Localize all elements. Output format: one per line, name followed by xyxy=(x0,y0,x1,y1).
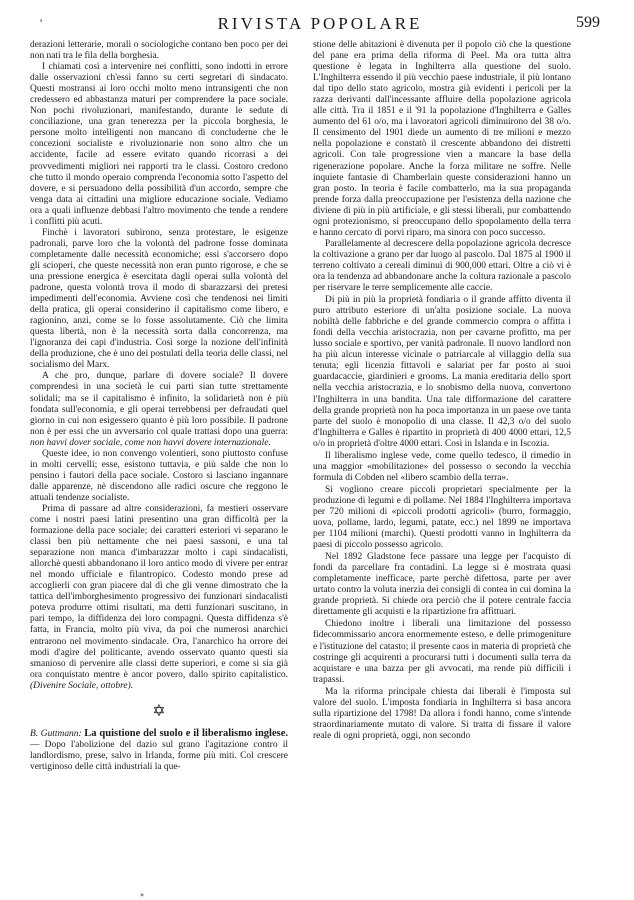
journal-title: RIVISTA POPOLARE xyxy=(217,14,423,33)
star-ornament-icon: ✡ xyxy=(152,702,166,720)
right-column xyxy=(313,40,571,742)
left-column xyxy=(30,40,288,773)
paragraph-text: A che pro, dunque, parlare di dovere sociale? Il dovere comprendesi in una società le cui parti sian tutte strettamente solidali; ma se il capitalismo è infinito, la solidarietà non è più fondata sull'economia, e gli operai terrebbensi per defraudati quel giorno in cui non esigessero quanto è più loro possibile. Il padrone non è per essi che un avversario col quale trattasi dopo una guerra: xyxy=(30,371,288,437)
article-author: B. Guttmann: xyxy=(30,728,82,739)
paragraph: Si vogliono creare piccoli proprietari specialmente per la produzione di legumi e di pollame. Nel 1884 l'Inghilterra importava per 720 milioni di «piccoli prodotti agricoli» (burro, formaggio, uova, pollame, lardo, legumi, patate, ecc.) nel 1899 ne importava per 1104 milioni (marchi). Questi prodotti vanno in Inghilterra da paesi di piccolo possesso agricolo. xyxy=(313,484,571,551)
article-title: La quistione del suolo e il liberalismo inglese. xyxy=(84,727,288,739)
printer-mark: » xyxy=(140,890,144,899)
paragraph: Di più in più la proprietà fondiaria o il grande affitto diventa il puro attributo esteriore di un'alta posizione sociale. La nuova nobiltà delle fabbriche e del grande commercio compra o affitta i fondi della vecchia aristocrazia, non per cavarne profitto, ma per lusso sociale e sportivo, per vanità padronale. Il nuovo landlord non ha più alcun interesse vicinale o patriarcale al villaggio della sua tenuta; egli licenzia fittavoli e salariat per far posto ai suoi guardacaccie, giardinieri e grooms. La mania ereditaria dello sport nella vecchia aristocrazia, e lo snobismo della nuova, convertono l'Inghilterra in una bandita. Una tale difformazione del carattere della grande proprietà non ha poca importanza in un paese ove tanta parte del suolo è monopolio di una classe. Il 42,3 o/o del suolo d'Inghilterra e Galles è ripartito in proprietà di 400 4000 ettari, 12,5 o/o in proprietà d'oltre 4000 ettari. Così in Islanda e in Iscozia. xyxy=(313,295,571,449)
page-number: 599 xyxy=(576,14,600,31)
paragraph: I chiamati così a intervenire nei conflitti, sono indotti in errore dalle osservazioni ch'essi fanno su certi segretari di sindacato. Questi mostransi ai loro occhi molto meno intransigenti che non credessero ed abbastanza maturi per comprendere la pace sociale. Non pochi rivoluzionari, manifestando, durante le sedute di conciliazione, una gran tenerezza per la piccola borghesia, le persone molto intelligenti non mancano di concluderne che le concezioni socialiste e rivoluzionarie non sono altro che un accidente, facile ad essere evitato quando ricorrasi a dei provvedimenti migliori nei rapporti tra le classi. Costoro credono che tutto il mondo operaio comprenda l'economia sotto l'aspetto del dovere, e si persuadono della possibilità d'un accordo, sempre che venga data ai cittadini una migliore educazione sociale. Vediamo ora a quali influenze debbasi l'altro movimento che tende a rendere i conflitti più acuti. xyxy=(30,62,288,227)
paragraph: Il liberalismo inglese vede, come quello tedesco, il rimedio in una maggior «mobilitazione» del possesso o secondo la vecchia formula di Cobden nel «libero scambio della terra». xyxy=(313,450,571,483)
source-citation: (Divenire Sociale, ottobre). xyxy=(30,680,134,691)
emphasis-text: non havvi dover sociale, come non havvi dovere internazionale xyxy=(30,437,269,448)
paragraph: Parallelamente al decrescere della popolazione agricola decresce la coltivazione a grano per dar luogo al pascolo. Dal 1875 al 1900 il terreno coltivato a cereali diminuì di 900,000 ettari. Oltre a ciò vi è ora la tendenza ad abbandonare anche la coltura razionale a pascolo per riservare le terre semplicemente alle caccie. xyxy=(313,238,571,294)
paragraph: Ma la riforma principale chiesta dai liberali è l'imposta sul valore del suolo. L'imposta fondiaria in Inghilterra si basa ancora sulla ripartizione del 1798! Da allora i fondi hanno, come s'intende straordinariamente mutato di valore. Si tratta di fissare il valore reale di ogni proprietà, oggi, non secondo xyxy=(313,686,571,741)
article-body: Dopo l'abolizione del dazio sul grano l'agitazione contro il landlordismo, prese, salvo in Irlanda, forme più miti. Col crescere vertiginoso delle città industriali la que- xyxy=(30,739,289,772)
paragraph: Finchè i lavoratori subirono, senza protestare, le esigenze padronali, parve loro che la volontà del padrone fosse dominata completamente dalle necessità economiche; essi s'accorsero dopo gli scioperi, che queste necessità non eran punto rigorose, e che se una pressione energica è esercitata dagli operai sulla volontà del padrone, questa volontà trova il modo di sbarazzarsi dei pretesi impedimenti dell'economia. Avviene così che tendenosi nei limiti della pratica, gli operai considerino il capitalismo come libero, e ragionino, anzi, come se lo fosse assolutamente. Ciò che limita questa libertà, non è la necessità sorta dalla concorrenza, ma l'ignoranza dei capi d'industria. Così sorge la nozione dell'infinità della produzione, che è uno dei postulati della teoria delle classi, nel socialismo del Marx. xyxy=(30,227,288,371)
page-header xyxy=(40,14,600,42)
paragraph-text: Prima di passare ad altre considerazioni, fa mestieri osservare come i nostri paesi latini presentino una gran difficoltà per la formazione della pace sociale; dei caratteri esteriori vi separano le classi ben più nettamente che nei paesi sassoni, e una tal separazione non manca d'imbarazzar molto i capi sindacalisti, allorchè questi abbandonano il loro antico modo di vivere per entrar nel mondo ufficiale e filantropico. Codesto mondo prese ad accoglierli con gran piacere dal dì che gli venne dimostrato che la tattica dell'imborghesimento progressivo dei funzionari sindacalisti poteva produrre ottimi risultati, ma detti funzionari suscitano, in pari tempo, la diffidenza dei loro compagni. Questa diffidenza s'è fatta, in Francia, molto più viva, da poi che numerosi anarchici entrarono nel movimento sindacale. Ora, l'anarchico ha orrore dei modi d'agire del politicante, avendo osservato quanto questi sia smanioso di pervenire alle classi dette superiori, e come si sia già ora conquistato mentre è ancor povero, dallo spirito capitalistico. xyxy=(30,503,288,680)
header-margin-mark: ' xyxy=(40,16,43,30)
paragraph: stione delle abitazioni è divenuta per il popolo ciò che la questione del pane era prima della riforma di Peel. Ma ora tutta altra questione è legata in Inghilterra alla questione del suolo. L'Inghilterra essendo il più vecchio paese industriale, il più lontano dal tipo dello stato agricolo, mostra già evidenti i pericoli per la razza derivanti dall'incessante affluire della popolazione agricola alle città. Tra il 1851 e il '91 la popolazione d'Inghilterra e Galles aumento del 61 o/o, ma i lavoratori agricoli diminuirono del 38 o/o. Il censimento del 1901 diede un aumento di tre milioni e mezzo nella popolazione e constatò il crescente abbandono dei distretti agricoli. Con tale progressione vien a mancare la base della rigenerazione popolare. Anche la forza militare ne soffre. Nelle inquiete fantasie di Chamberlain queste considerazioni hanno un gran posto. In teoria è facile combatterlo, ma la sua propaganda prende forza dalla preoccupazione per l'esistenza della nazione che diviene di più in più artificiale, e gli stessi liberali, pur combattendo ogni protezionismo, si preoccupano dello spopolamento della terra e hanno cercato di porvi riparo, ma sinora con poco successo. xyxy=(313,40,571,238)
article-start: B. Guttmann: La quistione del suolo e il liberalismo inglese. — Dopo l'abolizione del dazio sul grano l'agitazione contro il landlordismo, prese, salvo in Irlanda, forme più miti. Col crescere vertiginoso delle città industriali la que- xyxy=(30,727,289,772)
paragraph: derazioni letterarie, morali o sociologiche contano ben poco per dei non nati tra le fila della borghesia. xyxy=(30,40,288,62)
paragraph: Queste idee, io non convengo volentieri, sono piuttosto confuse in molti cervelli; esse, esistono tuttavia, e più salde che non lo pensino i fautori della pace sociale. Costoro si lasciano ingannare dalle apparenze, nè discendono alle radici oscure che reggono le attuali tendenze socialiste. xyxy=(30,448,288,503)
paragraph: A che pro, dunque, parlare di dovere sociale? Il dovere comprendesi in una società le cui parti sian tutte strettamente solidali; ma se il capitalismo è infinito, la solidarietà non è più fondata sull'economia, e gli operai terrebbensi per defraudati quel giorno in cui non esigessero quanto è più loro possibile. Il padrone non è per essi che un avversario col quale trattasi dopo una guerra: non havvi dover sociale, come non havvi dovere internazionale. xyxy=(30,371,288,448)
paragraph xyxy=(30,504,288,692)
paragraph: Chiedono inoltre i liberali una limitazione del possesso fidecommissario ancora enormemente esteso, e delle primogeniture e l'istituzione del catasto; il presente caos in materia di proprietà che costringe gli acquirenti a procurarsi tutti i documenti sulla terra da acquistare e una bazza per gli avvocati, ma rende più difficili i trapassi. xyxy=(313,619,571,685)
paragraph: Nel 1892 Gladstone fece passare una legge per l'acquisto di fondi da parcellare fra contadini. La legge si è mostrata quasi completamente inefficace, parte perchè difettosa, parte per aver urtato contro la voluta inerzia dei consigli di contea in cui domina la grande proprietà. Si chiede ora perciò che il potere centrale faccia direttamente gli acquisti e la ripartizione fra affittuari. xyxy=(313,552,571,618)
